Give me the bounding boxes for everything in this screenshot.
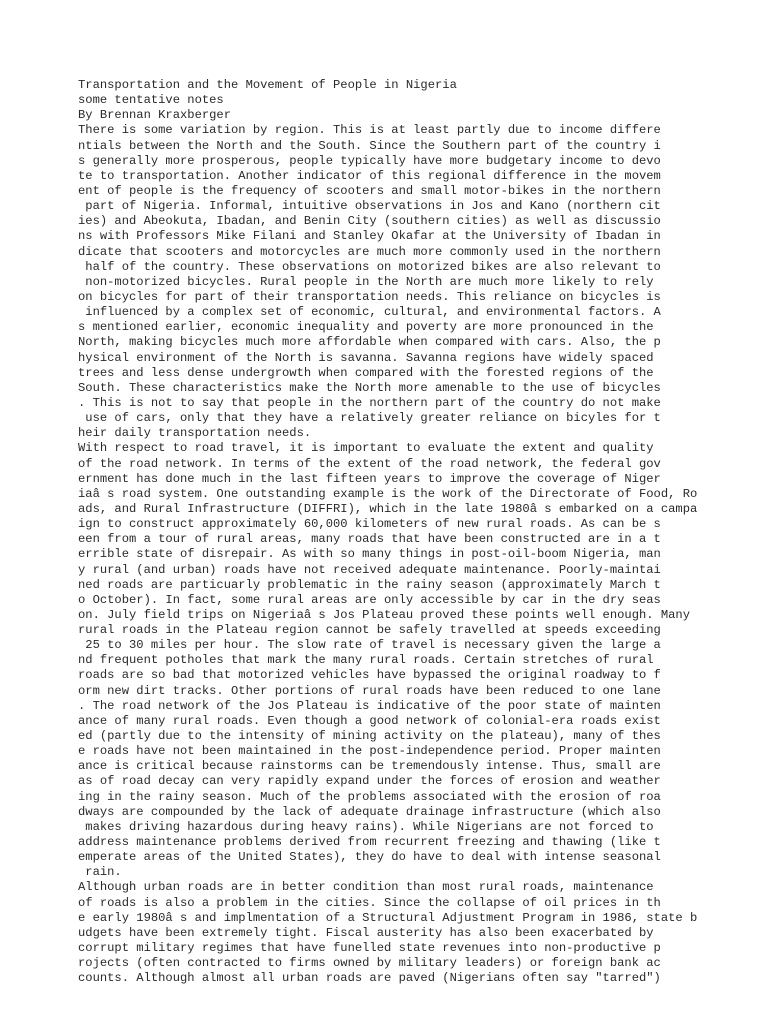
text-line: trees and less dense undergrowth when compared with the forested regions of the	[78, 365, 654, 380]
text-line: ned roads are particuarly problematic in the rainy season (approximately March t	[78, 577, 661, 592]
text-line: s generally more prosperous, people typically have more budgetary income to devo	[78, 153, 661, 168]
text-line: influenced by a complex set of economic, cultural, and environmental factors. A	[78, 305, 661, 320]
text-line: With respect to road travel, it is important to evaluate the extent and quality	[78, 441, 654, 456]
text-line: ent of people is the frequency of scooters and small motor-bikes in the northern	[78, 183, 661, 198]
text-line: as of road decay can very rapidly expand under the forces of erosion and weather	[78, 774, 661, 789]
text-line: een from a tour of rural areas, many roads that have been constructed are in a t	[78, 532, 661, 547]
text-line: on. July field trips on Nigeriaâ s Jos Plateau proved these points well enough. Many	[78, 607, 690, 622]
header-line: some tentative notes	[78, 93, 224, 108]
text-line: of the road network. In terms of the extent of the road network, the federal gov	[78, 456, 661, 471]
text-line: of roads is also a problem in the cities. Since the collapse of oil prices in th	[78, 895, 661, 910]
text-line: non-motorized bicycles. Rural people in the North are much more likely to rely	[78, 274, 654, 289]
text-line: North, making bicycles much more affordable when compared with cars. Also, the p	[78, 335, 661, 350]
text-line: heir daily transportation needs.	[78, 426, 312, 441]
text-line: ing in the rainy season. Much of the problems associated with the erosion of roa	[78, 789, 661, 804]
text-line: dways are compounded by the lack of adequate drainage infrastructure (which also	[78, 804, 661, 819]
text-line: on bicycles for part of their transportation needs. This reliance on bicycles is	[78, 289, 661, 304]
text-line: makes driving hazardous during heavy rains). While Nigerians are not forced to	[78, 819, 654, 834]
document-text	[78, 78, 758, 986]
text-line: ies) and Abeokuta, Ibadan, and Benin City (southern cities) as well as discussio	[78, 214, 661, 229]
text-line: rural roads in the Plateau region cannot be safely travelled at speeds exceeding	[78, 623, 661, 638]
text-line: part of Nigeria. Informal, intuitive observations in Jos and Kano (northern cit	[78, 199, 661, 214]
header-line: By Brennan Kraxberger	[78, 108, 231, 123]
text-line: half of the country. These observations on motorized bikes are also relevant to	[78, 259, 661, 274]
text-line: South. These characteristics make the North more amenable to the use of bicycles	[78, 380, 661, 395]
header-line: Transportation and the Movement of People in Nigeria	[78, 78, 457, 92]
text-line: counts. Although almost all urban roads are paved (Nigerians often say "tarred")	[78, 971, 661, 986]
text-line: te to transportation. Another indicator of this regional difference in the movem	[78, 168, 661, 183]
text-line: emperate areas of the United States), they do have to deal with intense seasonal	[78, 850, 661, 865]
text-line: ns with Professors Mike Filani and Stanley Okafar at the University of Ibadan in	[78, 229, 661, 244]
text-line: ernment has done much in the last fifteen years to improve the coverage of Niger	[78, 471, 661, 486]
text-line: rojects (often contracted to firms owned by military leaders) or foreign bank ac	[78, 956, 661, 971]
text-line: corrupt military regimes that have funelled state revenues into non-productive p	[78, 941, 661, 956]
text-line: Although urban roads are in better condition than most rural roads, maintenance	[78, 880, 654, 895]
text-line: 25 to 30 miles per hour. The slow rate of travel is necessary given the large a	[78, 638, 661, 653]
text-line: ntials between the North and the South. Since the Southern part of the country i	[78, 138, 661, 153]
text-line: hysical environment of the North is savanna. Savanna regions have widely spaced	[78, 350, 654, 365]
text-line: address maintenance problems derived from recurrent freezing and thawing (like t	[78, 835, 661, 850]
text-line: o October). In fact, some rural areas are only accessible by car in the dry seas	[78, 592, 661, 607]
text-line: There is some variation by region. This is at least partly due to income differe	[78, 123, 661, 138]
text-line: udgets have been extremely tight. Fiscal austerity has also been exacerbated by	[78, 925, 654, 940]
text-line: ance is critical because rainstorms can be tremendously intense. Thus, small are	[78, 759, 661, 774]
text-line: ed (partly due to the intensity of mining activity on the plateau), many of thes	[78, 729, 661, 744]
text-line: roads are so bad that motorized vehicles have bypassed the original roadway to f	[78, 668, 661, 683]
text-line: e early 1980â s and implmentation of a Structural Adjustment Program in 1986, state b	[78, 910, 698, 925]
text-line: s mentioned earlier, economic inequality and poverty are more pronounced in the	[78, 320, 654, 335]
text-line: . This is not to say that people in the northern part of the country do not make	[78, 395, 661, 410]
text-line: errible state of disrepair. As with so many things in post-oil-boom Nigeria, man	[78, 547, 661, 562]
text-line: ance of many rural roads. Even though a good network of colonial-era roads exist	[78, 713, 661, 728]
text-line: . The road network of the Jos Plateau is indicative of the poor state of mainten	[78, 698, 661, 713]
text-line: ign to construct approximately 60,000 kilometers of new rural roads. As can be s	[78, 517, 661, 532]
text-line: y rural (and urban) roads have not received adequate maintenance. Poorly-maintai	[78, 562, 661, 577]
text-line: iaâ s road system. One outstanding example is the work of the Directorate of Food, Ro	[78, 486, 698, 501]
text-line: rain.	[78, 865, 122, 880]
text-line: ads, and Rural Infrastructure (DIFFRI), which in the late 1980â s embarked on a campa	[78, 501, 698, 516]
text-line: e roads have not been maintained in the post-independence period. Proper mainten	[78, 744, 661, 759]
text-line: nd frequent potholes that mark the many rural roads. Certain stretches of rural	[78, 653, 654, 668]
text-line: orm new dirt tracks. Other portions of rural roads have been reduced to one lane	[78, 683, 661, 698]
text-line: use of cars, only that they have a relatively greater reliance on bicyles for t	[78, 411, 661, 426]
text-line: dicate that scooters and motorcycles are much more commonly used in the northern	[78, 244, 661, 259]
